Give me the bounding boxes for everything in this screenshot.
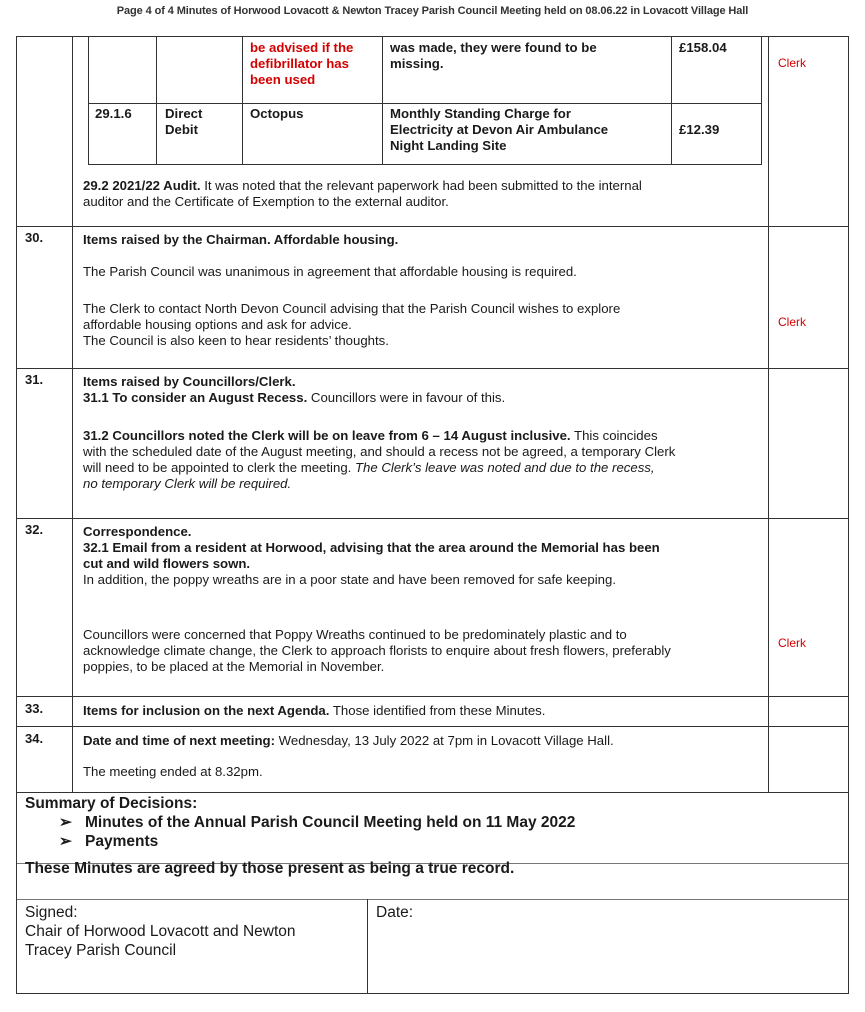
item-number: 31. (25, 372, 44, 387)
subtable-bottom-border (88, 164, 761, 165)
description-cell: was made, they were found to be missing. (390, 40, 597, 71)
item-number: 34. (25, 731, 44, 746)
arrow-bullet-icon: ➢ (59, 833, 72, 850)
minutes-table (16, 36, 849, 994)
subtable-col-divider (242, 37, 243, 165)
summary-heading: Summary of Decisions: (25, 795, 198, 812)
action-clerk: Clerk (778, 315, 807, 329)
action-clerk: Clerk (778, 56, 807, 70)
arrow-bullet-icon: ➢ (59, 814, 72, 831)
item-paragraph: The meeting ended at 8.32pm. (83, 764, 263, 779)
page-header: Page 4 of 4 Minutes of Horwood Lovacott & Newton Tracey Parish Council Meeting held on 08.06.22 in Lovacott Village Hall (116, 5, 749, 17)
row-divider (17, 696, 848, 697)
item-paragraph: Date and time of next meeting: Wednesday, 13 July 2022 at 7pm in Lovacott Village Hall. (83, 733, 614, 748)
amount-cell: £12.39 (679, 122, 720, 137)
date-label: Date: (376, 904, 414, 921)
item-paragraph: The Parish Council was unanimous in agreement that affordable housing is required. (83, 264, 577, 279)
subtable-col-divider (156, 37, 157, 165)
row-divider (17, 792, 848, 793)
agreement-statement: These Minutes are agreed by those present as being a true record. (25, 860, 515, 877)
subtable-row-divider (88, 103, 761, 104)
row-divider (17, 726, 848, 727)
description-cell: Monthly Standing Charge for Electricity at Devon Air Ambulance Night Landing Site (390, 106, 609, 153)
subtable-col-divider (382, 37, 383, 165)
signed-block: Signed: Chair of Horwood Lovacott and Newton Tracey Parish Council (25, 904, 296, 959)
item-paragraph: Items for inclusion on the next Agenda. Those identified from these Minutes. (83, 703, 546, 718)
number-column-divider (72, 37, 73, 792)
signoff-col-divider (367, 899, 368, 993)
row-divider (17, 518, 848, 519)
subtable-right-border (761, 37, 762, 165)
item-paragraph: The Clerk to contact North Devon Council advising that the Parish Council wishes to explore affordable housing options and ask for advice. The Council is also keen to hear residents’ thoughts. (83, 301, 621, 348)
row-divider (17, 226, 848, 227)
item-paragraph: Items raised by Councillors/Clerk. 31.1 To consider an August Recess. Councillors were in favour of this. (83, 374, 506, 405)
subtable-col-divider (671, 37, 672, 165)
payee-cell: Octopus (250, 106, 304, 121)
payee-cell: be advised if the defibrillator has been used (250, 40, 354, 87)
item-number: 33. (25, 701, 44, 716)
item-paragraph: Correspondence. 32.1 Email from a resident at Horwood, advising that the area around the Memorial has been cut and wild flowers sown. In addition, the poppy wreaths are in a poor state and have been removed for safe keeping. (83, 524, 660, 587)
action-clerk: Clerk (778, 636, 807, 650)
payment-ref-cell: 29.1.6 (95, 106, 132, 121)
item-heading: Items raised by the Chairman. Affordable housing. (83, 232, 399, 247)
subtable-left-border (88, 37, 89, 165)
decision-item: ➢ Payments (59, 833, 159, 850)
row-divider (17, 368, 848, 369)
item-number: 32. (25, 522, 44, 537)
signoff-divider (17, 899, 848, 900)
item-paragraph: Councillors were concerned that Poppy Wreaths continued to be predominately plastic and to acknowledge climate change, the Clerk to approach florists to enquire about fresh flowers, preferably poppies, to be placed at the Memorial in November. (83, 627, 671, 674)
amount-cell: £158.04 (679, 40, 727, 55)
audit-paragraph: 29.2 2021/22 Audit. It was noted that the relevant paperwork had been submitted to the internal auditor and the Certificate of Exemption to the external auditor. (83, 178, 642, 209)
item-number: 30. (25, 230, 44, 245)
item-paragraph: 31.2 Councillors noted the Clerk will be on leave from 6 – 14 August inclusive. This coincides with the scheduled date of the August meeting, and should a recess not be agreed, a temporary Clerk will need to be appointed to clerk the meeting. The Clerk’s leave was noted and due to the recess, no temporary Clerk will be required. (83, 428, 676, 491)
payment-method-cell: Direct Debit (165, 106, 203, 137)
decision-item: ➢ Minutes of the Annual Parish Council Meeting held on 11 May 2022 (59, 814, 576, 831)
action-column-divider (768, 37, 769, 792)
